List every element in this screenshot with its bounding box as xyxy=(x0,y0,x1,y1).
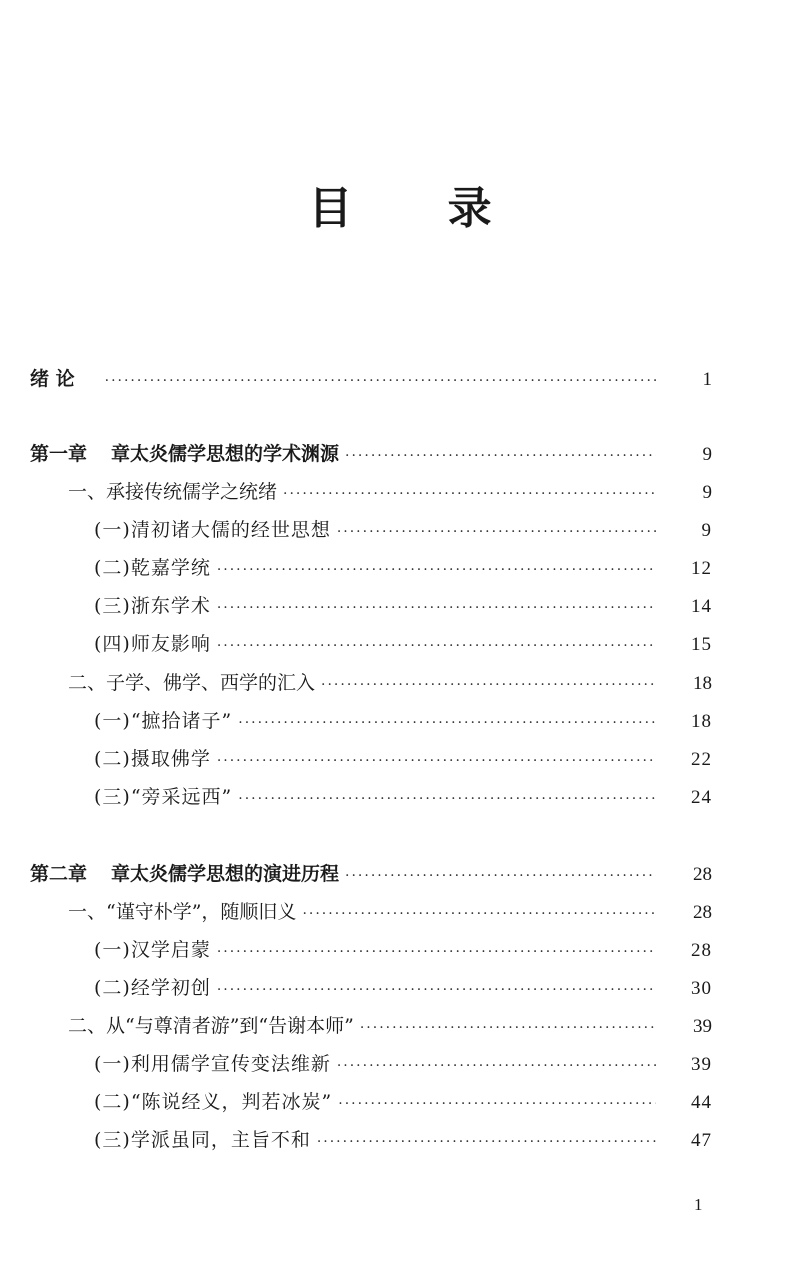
toc-page-number: 28 xyxy=(693,902,712,923)
toc-page-number: 1 xyxy=(702,369,712,390)
toc-entry-chapter-2[interactable] xyxy=(0,859,800,889)
toc-entry-label: (一)“摭拾诸子” xyxy=(94,710,233,732)
leader-dots xyxy=(345,441,656,471)
leader-dots xyxy=(217,593,656,623)
chapter-label: 绪 论 xyxy=(30,368,75,390)
toc-page-number: 47 xyxy=(691,1130,712,1151)
toc-entry-label: 二、从“与尊清者游”到“告谢本师” xyxy=(68,1015,354,1037)
leader-dots xyxy=(337,1051,656,1081)
leader-dots xyxy=(283,479,656,509)
leader-dots xyxy=(238,784,656,814)
toc-entry-section[interactable] xyxy=(0,897,800,927)
toc-page-number: 30 xyxy=(691,978,712,999)
toc-entry-label: 一、承接传统儒学之统绪 xyxy=(68,481,278,503)
toc-page-number: 39 xyxy=(693,1016,712,1037)
toc-entry-section[interactable] xyxy=(0,668,800,698)
leader-dots xyxy=(238,708,656,738)
toc-entry-subsection[interactable] xyxy=(0,553,800,583)
toc-entry-label: (二)经学初创 xyxy=(94,977,211,999)
toc-entry-label xyxy=(30,439,339,469)
toc-page-number: 18 xyxy=(693,673,712,694)
leader-dots xyxy=(217,746,656,776)
toc-entry-subsection[interactable] xyxy=(0,1087,800,1117)
footer-page-number: 1 xyxy=(694,1195,703,1214)
toc-page-number: 28 xyxy=(693,864,712,885)
toc-entry-subsection[interactable] xyxy=(0,744,800,774)
leader-dots xyxy=(217,631,656,661)
toc-entry-subsection[interactable] xyxy=(0,935,800,965)
leader-dots xyxy=(345,861,656,891)
toc-entry-label: (二)“陈说经义，判若冰炭” xyxy=(94,1091,333,1113)
toc-entry-subsection[interactable] xyxy=(0,973,800,1003)
leader-dots xyxy=(360,1013,656,1043)
toc-entry-label: 一、“谨守朴学”，随顺旧义 xyxy=(68,901,297,923)
leader-dots xyxy=(337,517,656,547)
toc-page-number: 14 xyxy=(691,596,712,617)
toc-page-number: 18 xyxy=(691,711,712,732)
chapter-title: 章太炎儒学思想的演进历程 xyxy=(111,863,340,885)
leader-dots xyxy=(338,1089,656,1119)
toc-entry-label: (三)“旁采远西” xyxy=(94,786,233,808)
toc-entry-subsection[interactable] xyxy=(0,1125,800,1155)
toc-entry-section[interactable] xyxy=(0,477,800,507)
toc-page-number: 24 xyxy=(691,787,712,808)
toc-page-number: 44 xyxy=(691,1092,712,1113)
toc-entry-label xyxy=(30,364,99,394)
leader-dots xyxy=(321,670,656,700)
toc-page-number: 22 xyxy=(691,749,712,770)
leader-dots xyxy=(317,1127,656,1157)
toc-entry-label: (一)利用儒学宣传变法维新 xyxy=(94,1053,331,1075)
toc-entry-label: 二、子学、佛学、西学的汇入 xyxy=(68,672,316,694)
toc-entry-label: (一)汉学启蒙 xyxy=(94,939,211,961)
toc-page-number: 39 xyxy=(691,1054,712,1075)
toc-entry-label: (四)师友影响 xyxy=(94,633,211,655)
chapter-label: 第二章 xyxy=(30,863,88,885)
toc-entry-label: (三)浙东学术 xyxy=(94,595,211,617)
toc-entry-subsection[interactable] xyxy=(0,629,800,659)
toc-entry-subsection[interactable] xyxy=(0,515,800,545)
leader-dots xyxy=(217,937,656,967)
toc-entry-label: (二)乾嘉学统 xyxy=(94,557,211,579)
toc-entry-intro[interactable] xyxy=(0,364,800,394)
page-title: 目 录 xyxy=(308,183,532,234)
toc-page-number: 9 xyxy=(702,482,712,503)
toc-entry-subsection[interactable] xyxy=(0,706,800,736)
toc-page-number: 12 xyxy=(691,558,712,579)
toc-entry-label: (一)清初诸大儒的经世思想 xyxy=(94,519,331,541)
toc-entry-subsection[interactable] xyxy=(0,591,800,621)
leader-dots xyxy=(302,899,656,929)
toc-entry-label: (二)摄取佛学 xyxy=(94,748,211,770)
leader-dots xyxy=(217,975,656,1005)
chapter-label: 第一章 xyxy=(30,443,88,465)
toc-entry-subsection[interactable] xyxy=(0,1049,800,1079)
chapter-title: 章太炎儒学思想的学术渊源 xyxy=(111,443,340,465)
toc-entry-subsection[interactable] xyxy=(0,782,800,812)
toc-page-number: 9 xyxy=(701,520,712,541)
toc-entry-label: (三)学派虽同，主旨不和 xyxy=(94,1129,311,1151)
toc-entry-label xyxy=(30,859,339,889)
toc-entry-chapter-1[interactable] xyxy=(0,439,800,469)
toc-entry-section[interactable] xyxy=(0,1011,800,1041)
leader-dots xyxy=(217,555,656,585)
leader-dots xyxy=(105,366,656,396)
toc-page-number: 15 xyxy=(691,634,712,655)
toc-page-number: 28 xyxy=(691,940,712,961)
toc-page-number: 9 xyxy=(702,444,712,465)
